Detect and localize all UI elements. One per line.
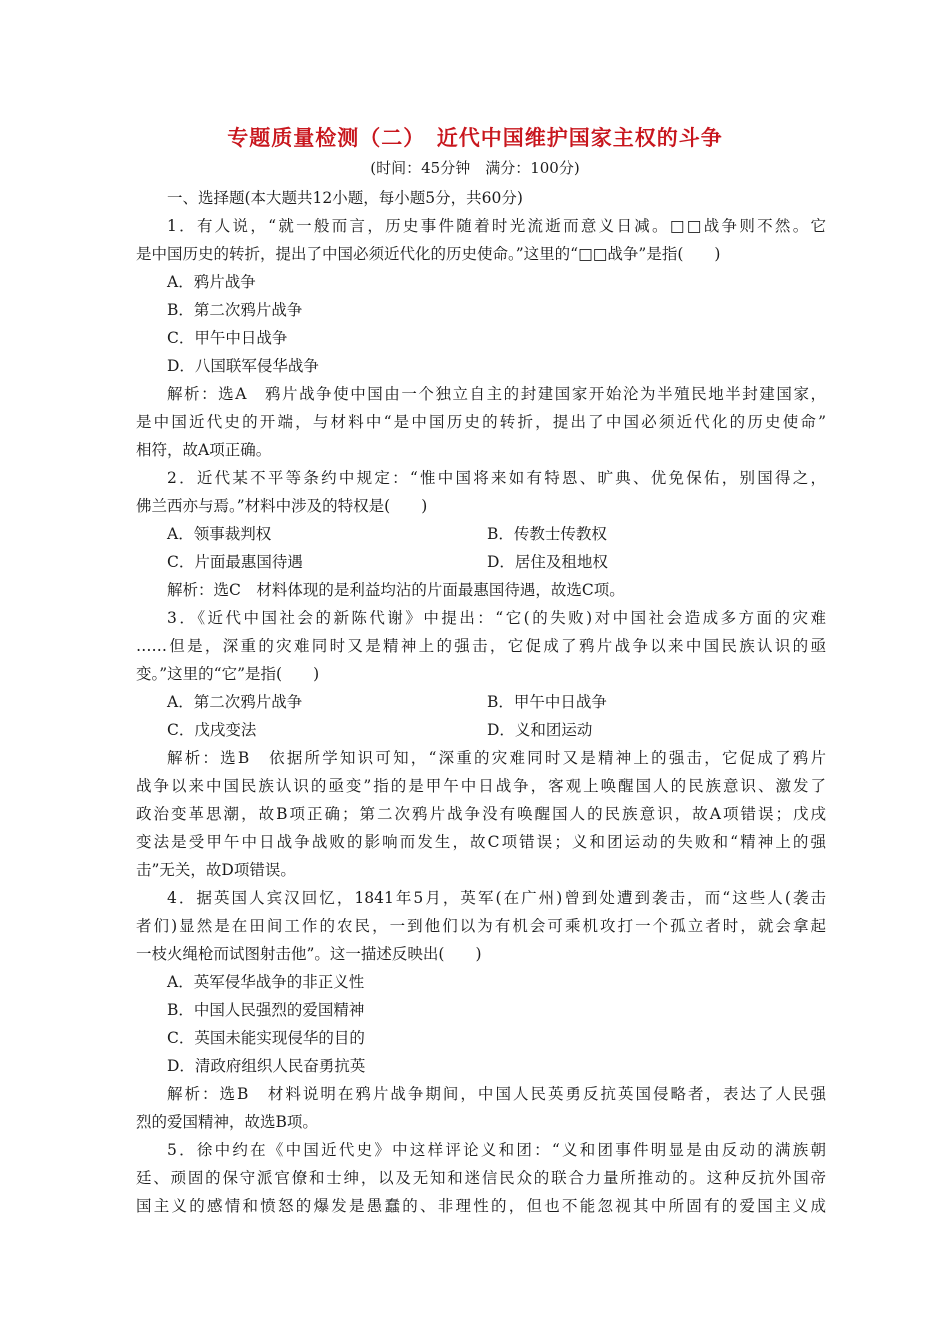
analysis-text: 是中国近代史的开端，与材料中“是中国历史的转折，提出了中国必须近代化的历史使命” <box>136 413 826 431</box>
question-stem: 2．近代某不平等条约中规定：“惟中国将来如有特恩、旷典、优免保佑，别国得之， <box>167 469 826 487</box>
question-stem: 1．有人说，“就一般而言，历史事件随着时光流逝而意义日减。□□战争则不然。它 <box>167 217 826 235</box>
question-stem: 一枝火绳枪而试图射击他”。这一描述反映出( ) <box>136 945 482 963</box>
option-a: A．英军侵华战争的非正义性 <box>167 973 365 991</box>
analysis-text: 解析：选B 依据所学知识可知，“深重的灾难同时又是精神上的强击，它促成了鸦片 <box>167 749 826 767</box>
option-row <box>136 520 826 548</box>
option-c: C．片面最惠国待遇 <box>167 553 303 571</box>
option-row <box>136 716 826 744</box>
option-row <box>136 688 826 716</box>
option-d: D．义和团运动 <box>487 721 593 739</box>
option-a: A．领事裁判权 <box>167 525 272 543</box>
analysis-text: 击”无关，故D项错误。 <box>136 861 296 879</box>
option-b: B．甲午中日战争 <box>487 693 607 711</box>
question-stem: 国主义的感情和愤怒的爆发是愚蠢的、非理性的，但也不能忽视其中所固有的爱国主义成 <box>136 1197 826 1215</box>
question-stem: ……但是，深重的灾难同时又是精神上的强击，它促成了鸦片战争以来中国民族认识的亟 <box>136 637 826 655</box>
option-a: A．鸦片战争 <box>167 273 256 291</box>
option-row <box>136 548 826 576</box>
question-stem: 3．《近代中国社会的新陈代谢》中提出：“它(的失败)对中国社会造成多方面的灾难 <box>167 609 826 627</box>
option-a: A．第二次鸦片战争 <box>167 693 303 711</box>
option-b: B．第二次鸦片战争 <box>167 301 303 319</box>
analysis-text: 变法是受甲午中日战争战败的影响而发生，故C项错误；义和团运动的失败和“精神上的强 <box>136 833 826 851</box>
option-b: B．中国人民强烈的爱国精神 <box>167 1001 365 1019</box>
option-c: C．戊戌变法 <box>167 721 257 739</box>
question-stem: 者们)显然是在田间工作的农民，一到他们以为有机会可乘机攻打一个孤立者时，就会拿起 <box>136 917 826 935</box>
option-d: D．八国联军侵华战争 <box>167 357 319 375</box>
analysis-text: 解析：选C 材料体现的是利益均沾的片面最惠国待遇，故选C项。 <box>167 581 625 599</box>
question-stem: 廷、顽固的保守派官僚和士绅，以及无知和迷信民众的联合力量所推动的。这种反抗外国帝 <box>136 1169 826 1187</box>
document-body <box>136 184 826 1220</box>
page-subtitle: (时间：45分钟 满分：100分) <box>370 159 580 177</box>
option-d: D．居住及租地权 <box>487 553 608 571</box>
analysis-text: 烈的爱国精神，故选B项。 <box>136 1113 318 1131</box>
analysis-text: 解析：选B 材料说明在鸦片战争期间，中国人民英勇反抗英国侵略者，表达了人民强 <box>167 1085 826 1103</box>
analysis-text: 解析：选A 鸦片战争使中国由一个独立自主的封建国家开始沦为半殖民地半封建国家， <box>167 385 826 403</box>
option-d: D．清政府组织人民奋勇抗英 <box>167 1057 366 1075</box>
question-stem: 5．徐中约在《中国近代史》中这样评论义和团：“义和团事件明显是由反动的满族朝 <box>167 1141 826 1159</box>
question-stem: 佛兰西亦与焉。”材料中涉及的特权是( ) <box>136 497 428 515</box>
analysis-text: 相符，故A项正确。 <box>136 441 272 459</box>
analysis-text: 战争以来中国民族认识的亟变”指的是甲午中日战争，客观上唤醒国人的民族意识、激发了 <box>136 777 826 795</box>
option-c: C．甲午中日战争 <box>167 329 288 347</box>
question-stem: 变。”这里的“它”是指( ) <box>136 665 320 683</box>
analysis-text: 政治变革思潮，故B项正确；第二次鸦片战争没有唤醒国人的民族意识，故A项错误；戊戌 <box>136 805 826 823</box>
option-b: B．传教士传教权 <box>487 525 607 543</box>
option-c: C．英国未能实现侵华的目的 <box>167 1029 365 1047</box>
section-heading: 一、选择题(本大题共12小题，每小题5分，共60分) <box>167 189 523 207</box>
question-stem: 4．据英国人宾汉回忆，1841年5月，英军(在广州)曾到处遭到袭击，而“这些人(袭击 <box>167 889 826 907</box>
page-title: 专题质量检测（二） 近代中国维护国家主权的斗争 <box>227 125 723 150</box>
question-stem: 是中国历史的转折，提出了中国必须近代化的历史使命。”这里的“□□战争”是指( ) <box>136 245 721 263</box>
